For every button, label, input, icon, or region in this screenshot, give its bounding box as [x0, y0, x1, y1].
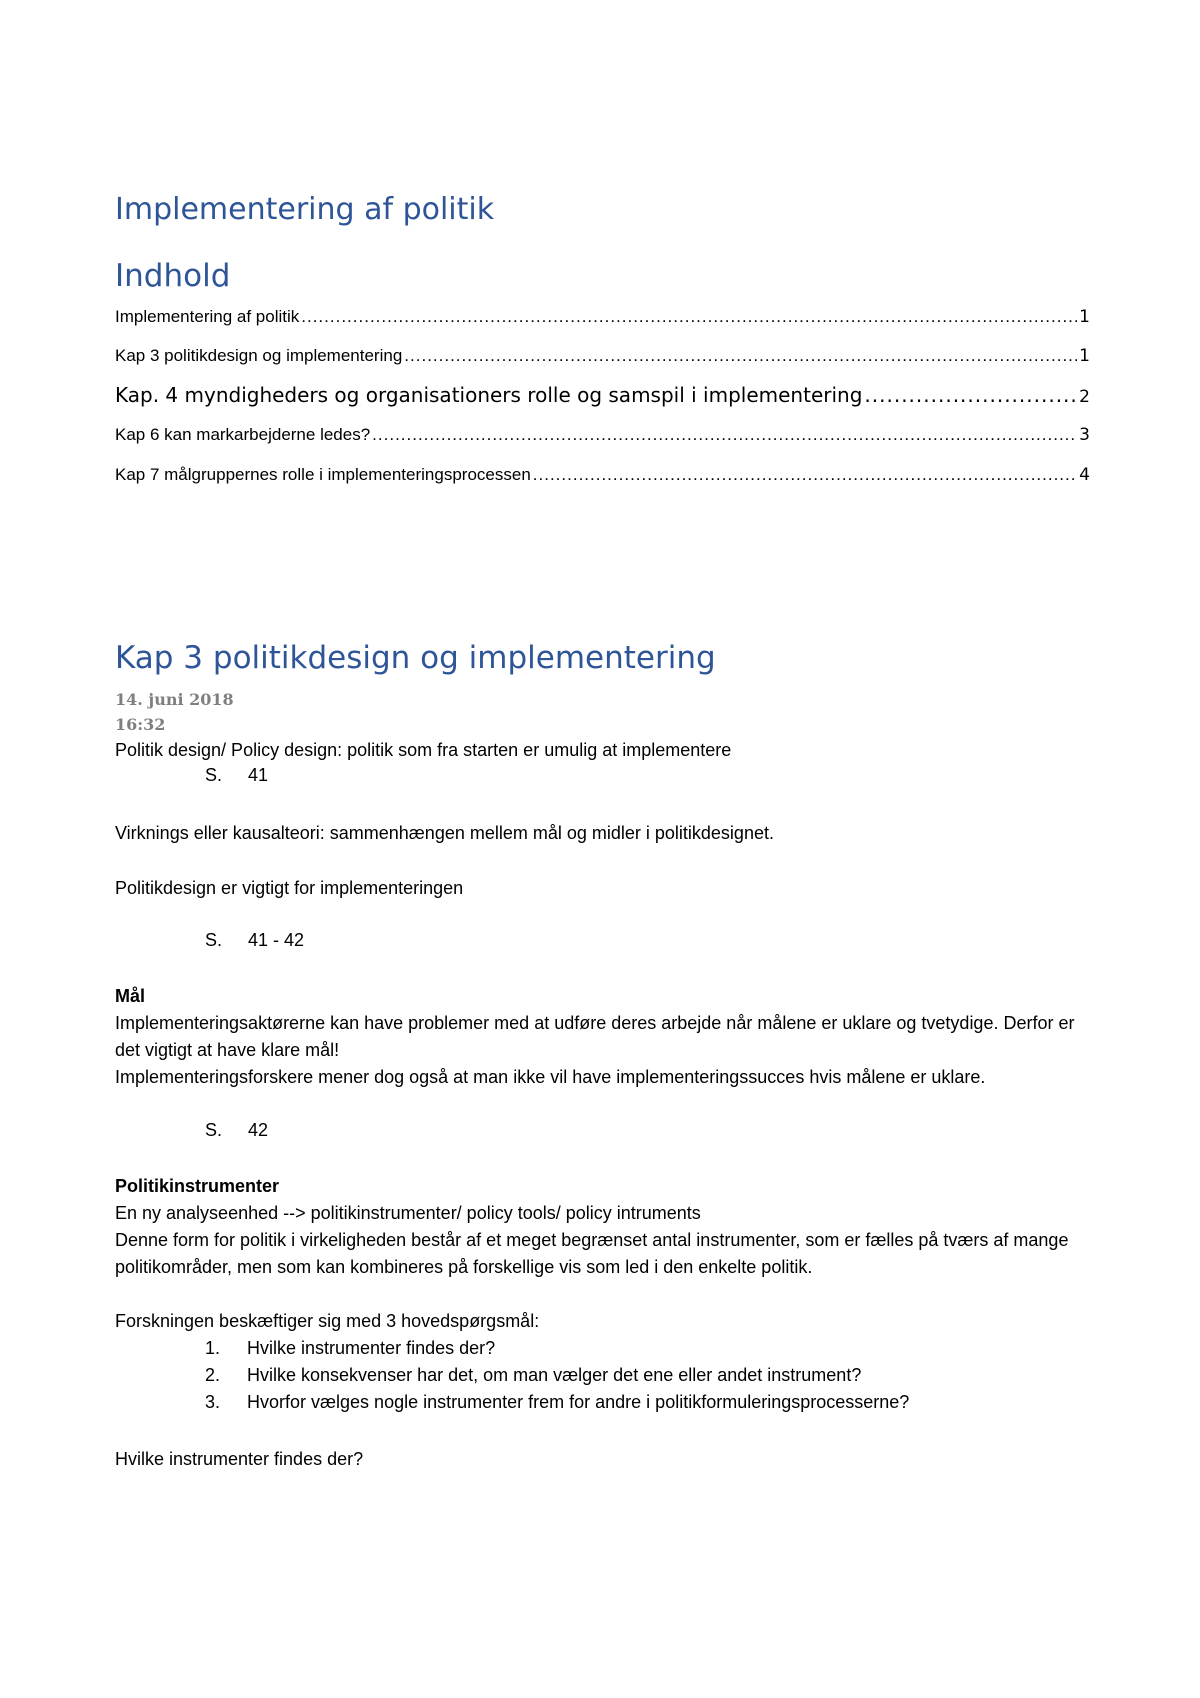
toc-leader-dots: [301, 307, 1077, 327]
page-ref-value: 41 - 42: [248, 930, 305, 950]
page-ref-label: S.: [205, 765, 223, 785]
toc-entry[interactable]: [115, 307, 1090, 327]
subheading-maal: Mål: [115, 986, 146, 1006]
document-title: Implementering af politik: [115, 192, 495, 227]
toc-leader-dots: [533, 465, 1077, 485]
paragraph: Denne form for politik i virkeligheden består af et meget begrænset antal instrumenter, som er fælles på tværs af mange politikområder, men som kan kombineres på forskellige vis som led i den enkelte politik.: [115, 1230, 1069, 1277]
toc-page-number: 2: [1079, 387, 1090, 407]
page-ref-value: 42: [248, 1120, 269, 1140]
list-item: [205, 1392, 909, 1413]
toc-entry[interactable]: [115, 383, 1090, 407]
list-number: 1.: [205, 1338, 221, 1358]
toc-entry[interactable]: [115, 465, 1090, 485]
toc-entry[interactable]: [115, 425, 1090, 445]
toc-entry-text: Kap 3 politikdesign og implementering: [115, 346, 403, 365]
list-item: [205, 1365, 861, 1386]
toc-page-number: 4: [1079, 465, 1090, 485]
toc-leader-dots: [372, 425, 1077, 445]
toc-heading: Indhold: [115, 258, 231, 294]
note-date: 14. juni 2018: [115, 690, 234, 709]
list-number: 2.: [205, 1365, 221, 1385]
list-number: 3.: [205, 1392, 221, 1412]
list-item-text: Hvilke instrumenter findes der?: [247, 1338, 496, 1358]
page-ref-label: S.: [205, 1120, 223, 1140]
paragraph: Implementeringsforskere mener dog også at man ikke vil have implementeringssucces hvis målene er uklare.: [115, 1067, 986, 1087]
toc-entry-text: Kap 7 målgruppernes rolle i implementeringsprocessen: [115, 465, 531, 484]
toc-leader-dots: [404, 346, 1077, 366]
toc-entry-text: Kap 6 kan markarbejderne ledes?: [115, 425, 371, 444]
paragraph: Virknings eller kausalteori: sammenhængen mellem mål og midler i politikdesignet.: [115, 823, 774, 843]
page-reference: [205, 1120, 268, 1141]
list-item: [205, 1338, 495, 1359]
paragraph: Hvilke instrumenter findes der?: [115, 1449, 364, 1469]
toc-entry[interactable]: [115, 346, 1090, 366]
toc-page-number: 3: [1079, 425, 1090, 445]
toc-page-number: 1: [1079, 346, 1090, 366]
list-item-text: Hvorfor vælges nogle instrumenter frem for andre i politikformuleringsprocesserne?: [247, 1392, 910, 1412]
paragraph: Forskningen beskæftiger sig med 3 hovedspørgsmål:: [115, 1311, 540, 1331]
page-reference: [205, 765, 268, 786]
paragraph: Politik design/ Policy design: politik som fra starten er umulig at implementere: [115, 740, 732, 760]
subheading-politikinstrumenter: Politikinstrumenter: [115, 1176, 280, 1196]
page-ref-label: S.: [205, 930, 223, 950]
toc-leader-dots: [864, 383, 1077, 407]
toc-page-number: 1: [1079, 307, 1090, 327]
paragraph: En ny analyseenhed --> politikinstrumenter/ policy tools/ policy intruments: [115, 1203, 701, 1223]
toc-entry-text: Kap. 4 myndigheders og organisationers rolle og samspil i implementering: [115, 383, 863, 407]
list-item-text: Hvilke konsekvenser har det, om man vælger det ene eller andet instrument?: [247, 1365, 862, 1385]
page-ref-value: 41: [248, 765, 269, 785]
note-time: 16:32: [115, 715, 166, 734]
section-heading: Kap 3 politikdesign og implementering: [115, 640, 716, 676]
toc-entry-text: Implementering af politik: [115, 307, 300, 326]
page-reference: [205, 930, 304, 951]
paragraph: Politikdesign er vigtigt for implementeringen: [115, 878, 464, 898]
paragraph: Implementeringsaktørerne kan have problemer med at udføre deres arbejde når målene er uklare og tvetydige. Derfor er det vigtigt at have klare mål!: [115, 1013, 1075, 1060]
